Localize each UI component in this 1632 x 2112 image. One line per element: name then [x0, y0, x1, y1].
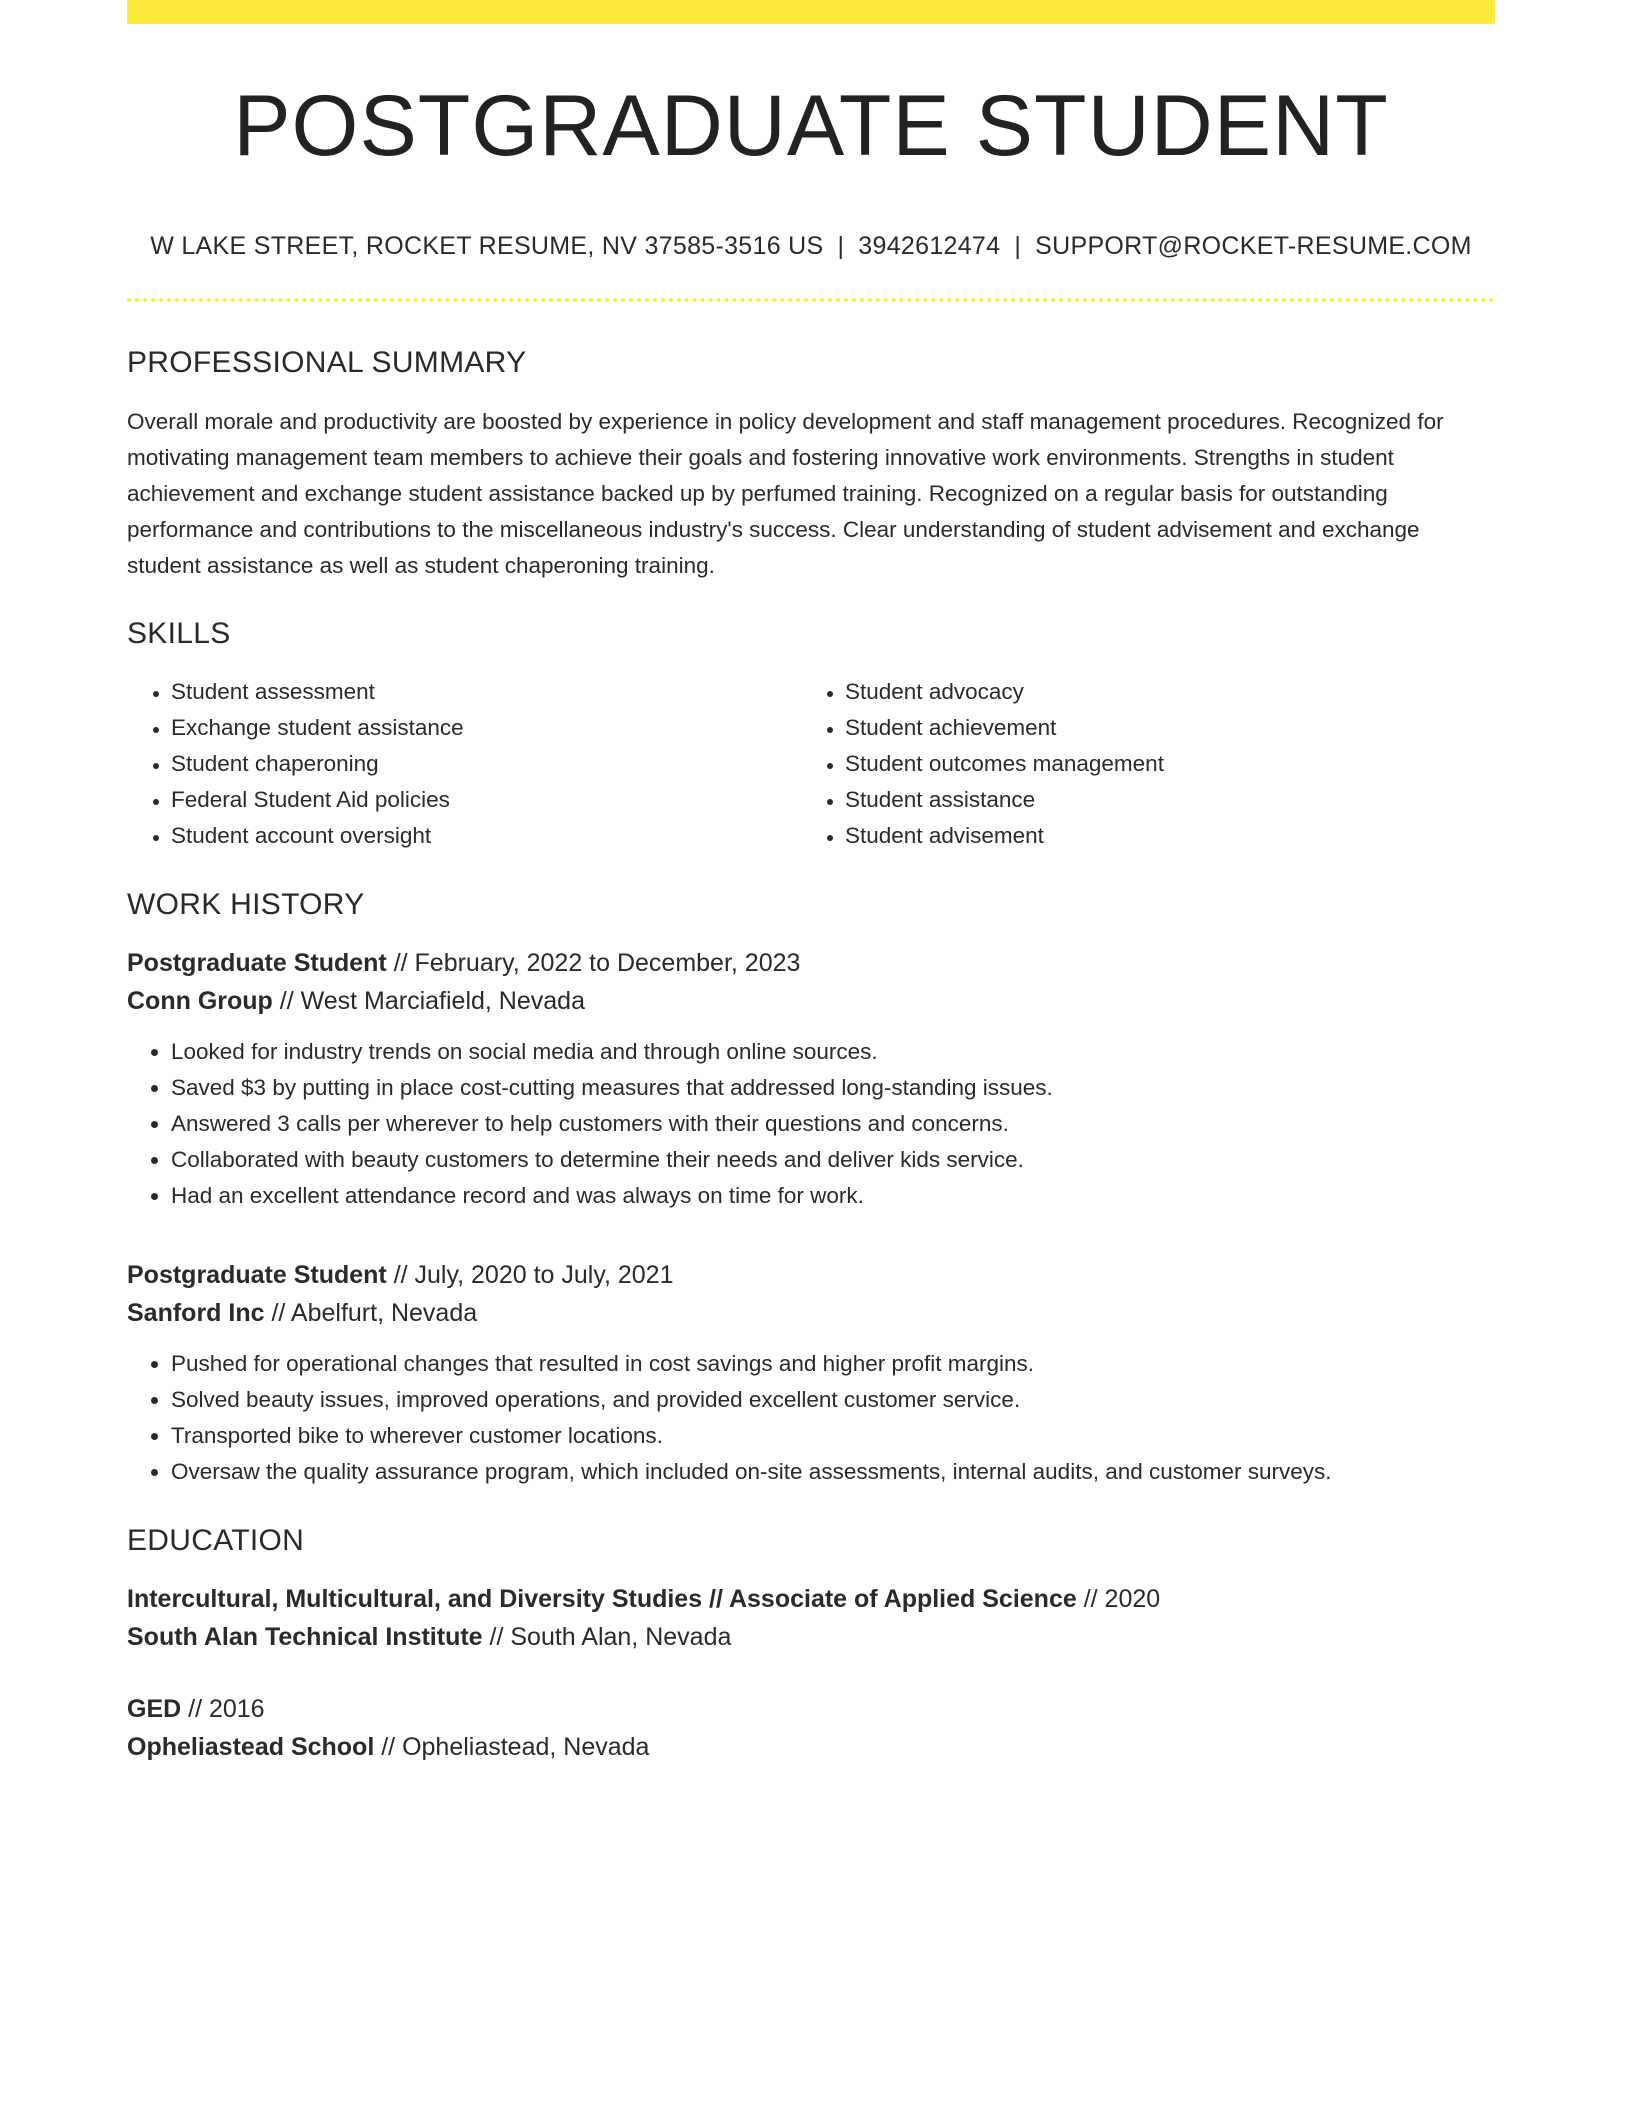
- education-location: // Opheliastead, Nevada: [374, 1733, 650, 1761]
- job-bullet: • Had an excellent attendance record and was always on time for work.: [171, 1178, 1495, 1214]
- skill-item: • Student advisement: [845, 818, 1475, 854]
- contact-separator: |: [1014, 232, 1022, 260]
- contact-separator: |: [837, 232, 845, 260]
- top-accent-bar: [127, 0, 1495, 24]
- skills-column-left: [127, 674, 801, 854]
- skill-item: • Student achievement: [845, 710, 1475, 746]
- contact-line: [127, 232, 1495, 261]
- skill-item: • Student chaperoning: [171, 746, 801, 782]
- education-degree: Intercultural, Multicultural, and Diversity Studies // Associate of Applied Science: [127, 1585, 1077, 1613]
- education-location: // South Alan, Nevada: [482, 1623, 732, 1651]
- skill-item: • Student assessment: [171, 674, 801, 710]
- job-bullet: • Answered 3 calls per wherever to help customers with their questions and concerns.: [171, 1106, 1495, 1142]
- education-heading: EDUCATION: [127, 1524, 305, 1557]
- education-school-line: [127, 1728, 1495, 1766]
- education-degree-line: [127, 1690, 1495, 1728]
- skill-item: • Student outcomes management: [845, 746, 1475, 782]
- job-entry: [127, 944, 1495, 1214]
- job-role: Postgraduate Student: [127, 1261, 387, 1289]
- job-company-line: [127, 1294, 1495, 1332]
- skills-column-right: [801, 674, 1475, 854]
- skill-item: • Exchange student assistance: [171, 710, 801, 746]
- job-company: Conn Group: [127, 987, 273, 1015]
- contact-address: W LAKE STREET, ROCKET RESUME, NV 37585-3516 US: [150, 232, 824, 260]
- job-entry: [127, 1256, 1495, 1490]
- job-role: Postgraduate Student: [127, 949, 387, 977]
- job-bullet: • Transported bike to wherever customer locations.: [171, 1418, 1495, 1454]
- job-bullets: [127, 1346, 1495, 1490]
- job-dates: // February, 2022 to December, 2023: [386, 949, 801, 977]
- education-school-line: [127, 1618, 1495, 1656]
- job-bullets: [127, 1034, 1495, 1214]
- job-bullet: • Saved $3 by putting in place cost-cutting measures that addressed long-standing issues.: [171, 1070, 1495, 1106]
- skill-item: • Federal Student Aid policies: [171, 782, 801, 818]
- job-bullet: • Collaborated with beauty customers to determine their needs and deliver kids service.: [171, 1142, 1495, 1178]
- dotted-divider: [127, 298, 1495, 302]
- summary-heading: PROFESSIONAL SUMMARY: [127, 346, 527, 379]
- skills-heading: SKILLS: [127, 617, 231, 650]
- skill-item: • Student advocacy: [845, 674, 1475, 710]
- skill-item: • Student account oversight: [171, 818, 801, 854]
- resume-page: [127, 0, 1495, 1766]
- contact-email: SUPPORT@ROCKET-RESUME.COM: [1035, 232, 1472, 260]
- work-history-heading: WORK HISTORY: [127, 888, 365, 921]
- education-entry: [127, 1690, 1495, 1766]
- job-bullet: • Pushed for operational changes that resulted in cost savings and higher profit margins.: [171, 1346, 1495, 1382]
- education-entry: [127, 1580, 1495, 1656]
- job-company: Sanford Inc: [127, 1299, 265, 1327]
- job-bullet: • Looked for industry trends on social media and through online sources.: [171, 1034, 1495, 1070]
- education-degree: GED: [127, 1695, 182, 1723]
- job-location: // West Marciafield, Nevada: [272, 987, 585, 1015]
- skills-list: [127, 674, 1495, 854]
- job-company-line: [127, 982, 1495, 1020]
- job-title-line: [127, 944, 1495, 982]
- education-school: South Alan Technical Institute: [127, 1623, 483, 1651]
- job-bullet: • Solved beauty issues, improved operations, and provided excellent customer service.: [171, 1382, 1495, 1418]
- education-degree-line: [127, 1580, 1495, 1618]
- education-year: // 2020: [1076, 1585, 1161, 1613]
- education-school: Opheliastead School: [127, 1733, 375, 1761]
- job-bullet: • Oversaw the quality assurance program, which included on-site assessments, internal audits, and customer surveys.: [171, 1454, 1495, 1490]
- job-dates: // July, 2020 to July, 2021: [386, 1261, 674, 1289]
- job-title-line: [127, 1256, 1495, 1294]
- contact-phone: 3942612474: [858, 232, 1001, 260]
- skill-item: • Student assistance: [845, 782, 1475, 818]
- resume-name: POSTGRADUATE STUDENT: [233, 78, 1389, 174]
- job-location: // Abelfurt, Nevada: [264, 1299, 478, 1327]
- education-year: // 2016: [181, 1695, 265, 1723]
- summary-text: Overall morale and productivity are boosted by experience in policy development and staff management procedures. Recognized for motivating management team members to achieve their goals and fostering innovative work environments. Strengths in student achievement and exchange student assistance backed up by perfumed training. Recognized on a regular basis for outstanding performance and contributions to the miscellaneous industry's success. Clear understanding of student advisement and exchange student assistance as well as student chaperoning training.: [127, 409, 1444, 578]
